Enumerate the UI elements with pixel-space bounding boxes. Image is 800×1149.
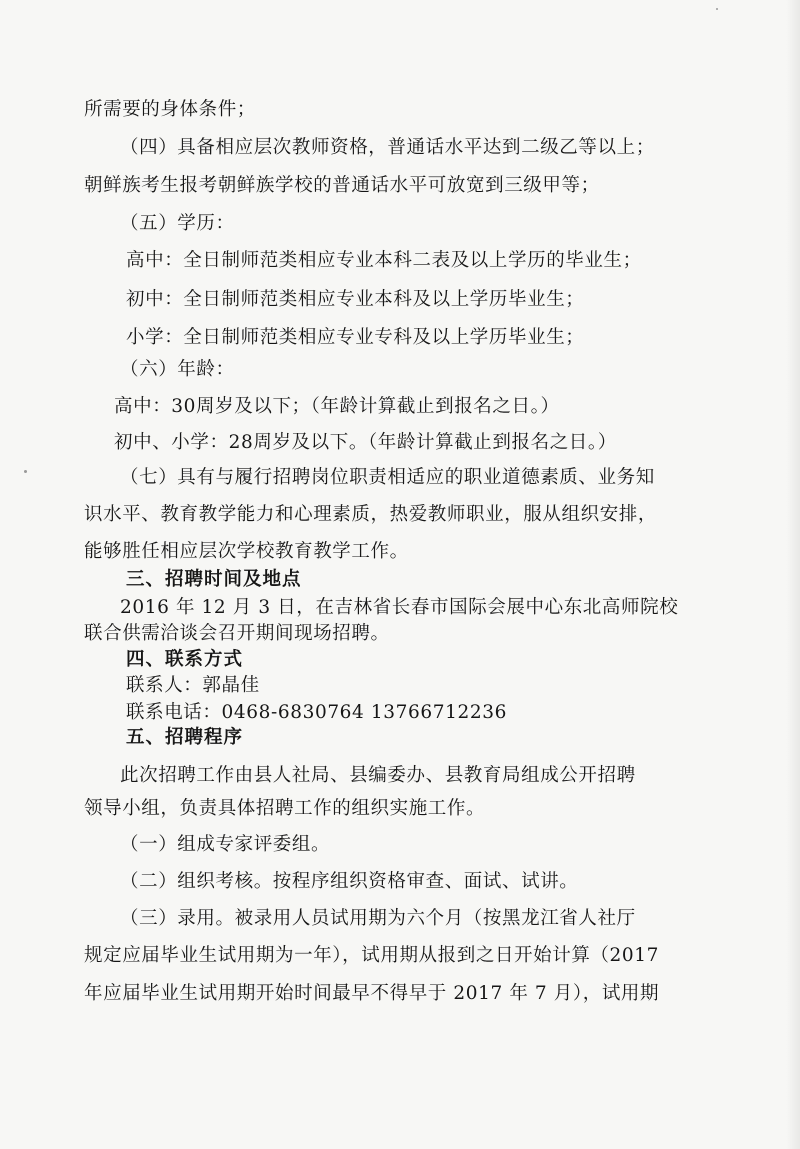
text-line: 高中：全日制师范类相应专业本科二表及以上学历的毕业生； [126, 250, 642, 271]
text-line: 小学：全日制师范类相应专业专科及以上学历毕业生； [126, 327, 585, 348]
section-heading: 三、招聘时间及地点 [126, 569, 302, 590]
text-line: 联合供需洽谈会召开期间现场招聘。 [84, 623, 390, 644]
text-line: （二）组织考核。按程序组织资格审查、面试、试讲。 [120, 871, 579, 892]
scan-edge-shadow [786, 0, 800, 1149]
text-line: 联系电话：0468-6830764 13766712236 [126, 702, 507, 723]
text-line: （六）年龄： [120, 359, 235, 380]
text-line: 所需要的身体条件； [84, 99, 256, 120]
text-line: 初中、小学：28周岁及以下。（年龄计算截止到报名之日。） [114, 432, 617, 453]
text-line: 朝鲜族考生报考朝鲜族学校的普通话水平可放宽到三级甲等； [84, 175, 600, 196]
text-line: 2016 年 12 月 3 日，在吉林省长春市国际会展中心东北高师院校 [120, 597, 679, 618]
text-line: （一）组成专家评委组。 [120, 834, 331, 855]
text-line: 此次招聘工作由县人社局、县编委办、县教育局组成公开招聘 [120, 765, 636, 786]
text-line: 规定应届毕业生试用期为一年），试用期从报到之日开始计算（2017 [84, 945, 660, 966]
text-line: 领导小组，负责具体招聘工作的组织实施工作。 [84, 798, 486, 819]
text-line: 联系人：郭晶佳 [126, 675, 260, 696]
text-line: 识水平、教育教学能力和心理素质，热爱教师职业，服从组织安排， [84, 504, 658, 525]
text-line: （三）录用。被录用人员试用期为六个月（按黑龙江省人社厅 [120, 908, 636, 929]
text-line: （七）具有与履行招聘岗位职责相适应的职业道德素质、业务知 [120, 467, 655, 488]
text-line: 年应届毕业生试用期开始时间最早不得早于 2017 年 7 月），试用期 [84, 983, 660, 1004]
section-heading: 五、招聘程序 [126, 727, 244, 748]
text-line: 初中：全日制师范类相应专业本科及以上学历毕业生； [126, 289, 585, 310]
section-heading: 四、联系方式 [126, 649, 244, 670]
scan-speck [24, 470, 27, 473]
text-line: （四）具备相应层次教师资格，普通话水平达到二级乙等以上； [120, 137, 655, 158]
text-line: （五）学历： [120, 213, 235, 234]
text-line: 高中：30周岁及以下；（年龄计算截止到报名之日。） [114, 396, 560, 417]
text-line: 能够胜任相应层次学校教育教学工作。 [84, 541, 409, 562]
scan-speck [716, 8, 718, 10]
